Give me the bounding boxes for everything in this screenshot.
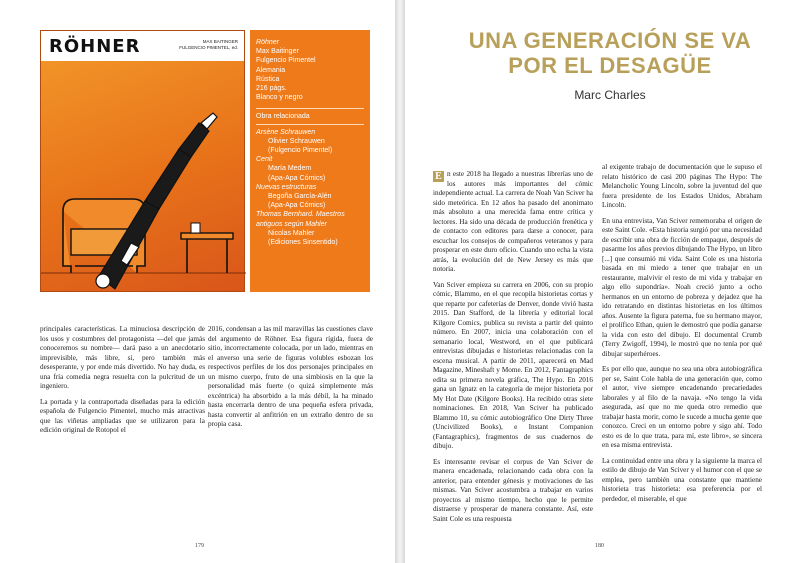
cover-header xyxy=(41,31,244,61)
related-title: Cenit xyxy=(256,156,273,164)
book-gutter xyxy=(395,0,405,563)
related-title: Thomas Bernhard. Maestros antiguos según Mahler xyxy=(256,211,345,228)
info-publisher: Fulgencio Pimentel xyxy=(256,57,316,65)
drop-cap: E xyxy=(433,171,444,182)
related-item xyxy=(256,183,364,211)
paragraph: principales características. La minuciosa descripción de los usos y costumbres del protagonista —del que jamás conoceremos su nombre— dará paso a un anecdotario imprevisible, más libre, sí, pero también más desesperante, y por ende más divertido. No hay duda, es una fría comedia negra resuelta con la pulcritud de un ingeniero. xyxy=(40,325,205,390)
cover-illustration xyxy=(41,61,246,293)
page-number-right: 180 xyxy=(595,543,604,549)
info-book-title: Röhner xyxy=(256,39,279,46)
info-divider xyxy=(256,124,364,125)
page-number-left: 179 xyxy=(195,543,204,549)
related-item xyxy=(256,155,364,183)
book-cover xyxy=(40,30,245,292)
related-credit: Olivier Schrauwen xyxy=(268,137,325,145)
right-column-2 xyxy=(602,163,762,504)
info-country: Alemania xyxy=(256,66,286,74)
info-binding: Rústica xyxy=(256,75,280,83)
info-divider xyxy=(256,108,364,109)
related-item xyxy=(256,128,364,156)
related-credit: María Medem xyxy=(268,165,312,173)
paragraph: al exigente trabajo de documentación que le supuso el relato histórico de casi 200 páginas The Hypo: The Melancholic Young Lincoln, sobre la juventud del que fuera presidente de los Estados Unidos, Abraham Lincoln. xyxy=(602,163,762,209)
left-page xyxy=(0,0,395,563)
cover-publisher: FULGENCIO PIMENTEL, ed. xyxy=(179,45,238,50)
related-item xyxy=(256,210,364,247)
paragraph: Es interesante revisar el corpus de Van Sciver de manera encadenada, relacionando cada obra con la anterior, para entender génesis y motivaciones de las mismas. Van Sciver acostumbra a trabajar en varios proyectos al mismo tiempo, hecho que le permite distraerse y prosperar de manera constante. Así, este Saint Cole es una respuesta xyxy=(433,457,593,523)
article-title-line2: POR EL DESAGÜE xyxy=(508,53,712,78)
info-related-heading: Obra relacionada xyxy=(256,113,310,121)
related-publisher: (Fulgencio Pimentel) xyxy=(268,147,333,155)
paragraph: La portada y la contraportada diseñadas para la edición española de Fulgencio Pimentel, mucho más atractivas que las viñetas ampliadas que se utilizaron para la edición original de Rotopol el xyxy=(40,397,205,434)
related-title: Nuevas estructuras xyxy=(256,183,317,191)
paragraph: 2016, condensan a las mil maravillas las cuestiones clave del argumento de Röhner. Esa figura rígida, fuera de sitio, incorrectamente colocada, por un lado, mientras en el anverso una serie de figuras volubles esbozan los respectivos perfiles de los dos personajes principales en un mismo cuerpo, fruto de una simbiosis en la que la personalidad más fuerte (o quizá simplemente más excéntrica) ha absorbido a la más débil, la ha minado hasta encerrarla dentro de una pequeña esfera privada, hasta convertir al anfitrión en un extraño dentro de su propia casa. xyxy=(208,325,373,428)
article-title-line1: UNA GENERACIÓN SE VA xyxy=(468,28,752,53)
cover-title: RÖHNER xyxy=(49,36,141,57)
related-credit: Begoña García-Alén xyxy=(268,193,332,201)
info-pages: 216 págs. xyxy=(256,85,287,93)
article-author: Marc Charles xyxy=(574,88,646,102)
left-column-1 xyxy=(40,325,205,436)
paragraph: Es por ello que, aunque no sea una obra autobiográfica per se, Saint Cole habla de una generación que, como el autor, vive siempre encadenando precariedades laborales y al filo de la navaja. «No tengo la vida asegurada, así que no me queda otro remedio que trabajar hasta morir, como le sucede a mucha gente que conozco. Creci en un entorno pobre y sigo ahí. Todo esto es de lo que trata, para mí, este libro», se sincera en esa misma entrevista. xyxy=(602,365,762,449)
paragraph: La continuidad entre una obra y la siguiente la marca el estilo de dibujo de Van Sciver y el humor con el que se emplea, pero también una constante que mantiene historieta tras historieta: esa preferencia por el perdedor, el miserable, el que xyxy=(602,456,762,503)
info-color: Blanco y negro xyxy=(256,94,303,102)
article-title xyxy=(445,28,775,78)
paragraph: Van Sciver empieza su carrera en 2006, con su propio cómic, Blammo, en el que recopila historietas cortas y que reparte por cafeterías de Denver, donde vivió hasta 2015. Dan Stafford, de la librería y editorial local Kilgore Comics, publica su revista a partir del quinto número. En 2007, inicia una colaboración con el semanario local, Westword, en el que publicará entrevistas dibujadas e historietas relacionadas con la escena musical. A partir de 2011, aparecerá en Mad Magazine, Mineshaft y Mome. En 2012, Fantagraphics edita su primera novela gráfica, The Hypo. En 2016 gana un Ignatz en la categoría de mejor historieta por My Hot Date (Kilgore Books). Ha recibido otras siete nominaciones. En 2018, Van Sciver ha publicado Blammo 10, su cómic autobiográfico One Dirty Three (Uncivilized Books), e Instant Companion (Fantagraphics), fragmentos de sus cuadernos de dibujo. xyxy=(433,280,593,450)
right-page xyxy=(405,0,800,563)
paragraph-text: n este 2018 ha llegado a nuestras librerías uno de los autores más importantes del cómic independiente actual. La carrera de Noah Van Sciver ha sido meteórica. En 12 años ha pasado del anonimato más absoluto a una merecida fama entre crítica y lectores. Ha sido una década de producción frenética y de contacto con editores para darse a conocer, para escuchar los consejos de compañeros veteranos y para prosperar en este duro oficio. Cuando uno echa la vista atrás, la evolución del de New Jersey es más que notoria. xyxy=(433,170,593,273)
paragraph xyxy=(433,170,593,275)
related-credit: Nicolas Mahler xyxy=(268,229,315,237)
book-info-panel xyxy=(250,30,370,292)
paragraph: En una entrevista, Van Sciver rememoraba el origen de este Saint Cole. «Esta historia surgió por una necesidad de escribir una obra de ficción de empaque, después de pasarme los años previos dibujando The Hypo, un libro [...] que consumió mi vida. Saint Cole es una historia basada en mi miedo a tener que trabajar en un restaurante, malvivir el resto de mi vida y trabajar en algo ello supondría». Noah creció junto a ocho hermanos en un entorno de pobreza y dejadez que ha ido retratando en distintas historietas en los últimos años. Ausente la figura paterna, fue su hermano mayor, el prolífico Ethan, quien le demostró que podía ganarse la vida con esto del dibujo. El documental Crumb (Terry Zwigoff, 1994), le mostró que no tenía por qué dibujar superhéroes. xyxy=(602,216,762,358)
related-publisher: (Apa-Apa Cómics) xyxy=(268,202,326,210)
info-author: Max Baitinger xyxy=(256,48,299,56)
cover-subtitle xyxy=(179,39,238,51)
related-publisher: (Apa-Apa Cómics) xyxy=(268,174,326,182)
related-title: Arsène Schrauwen xyxy=(256,128,316,136)
left-column-2 xyxy=(208,325,373,430)
right-column-1 xyxy=(433,170,593,524)
related-publisher: (Ediciones Sinsentido) xyxy=(268,239,338,247)
cover-author: MAX BAITINGER xyxy=(202,39,238,44)
